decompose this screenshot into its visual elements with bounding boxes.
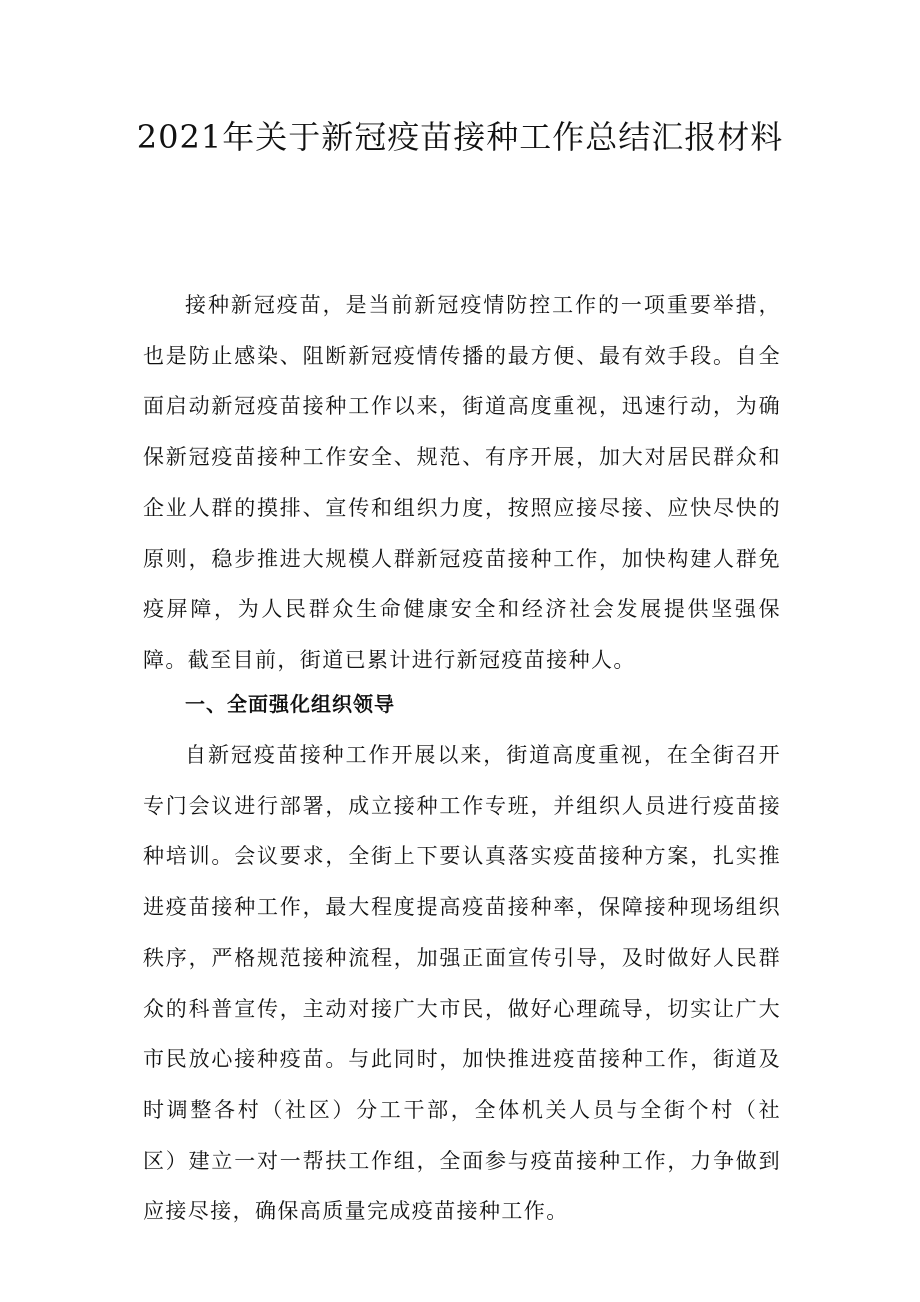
section-heading: 一、全面强化组织领导 xyxy=(185,692,395,716)
document-title: 2021年关于新冠疫苗接种工作总结汇报材料 xyxy=(136,118,784,156)
intro-paragraph: 接种新冠疫苗，是当前新冠疫情防控工作的一项重要举措，也是防止感染、阻断新冠疫情传播的最方便、最有效手段。自全面启动新冠疫苗接种工作以来，街道高度重视，迅速行动，为确保新冠疫苗接种工作安全、规范、有序开展，加大对居民群众和企业人群的摸排、宣传和组织力度，按照应接尽接、应快尽快的原则，稳步推进大规模人群新冠疫苗接种工作，加快构建人群免疫屏障，为人民群众生命健康安全和经济社会发展提供坚强保障。截至目前，街道已累计进行新冠疫苗接种人。 xyxy=(143,293,781,672)
section-paragraph: 自新冠疫苗接种工作开展以来，街道高度重视，在全街召开专门会议进行部署，成立接种工作专班，并组织人员进行疫苗接种培训。会议要求，全街上下要认真落实疫苗接种方案，扎实推进疫苗接种工作，最大程度提高疫苗接种率，保障接种现场组织秩序，严格规范接种流程，加强正面宣传引导，及时做好人民群众的科普宣传，主动对接广大市民，做好心理疏导，切实让广大市民放心接种疫苗。与此同时，加快推进疫苗接种工作，街道及时调整各村（社区）分工干部，全体机关人员与全街个村（社区）建立一对一帮扶工作组，全面参与疫苗接种工作，力争做到应接尽接，确保高质量完成疫苗接种工作。 xyxy=(143,743,781,1224)
